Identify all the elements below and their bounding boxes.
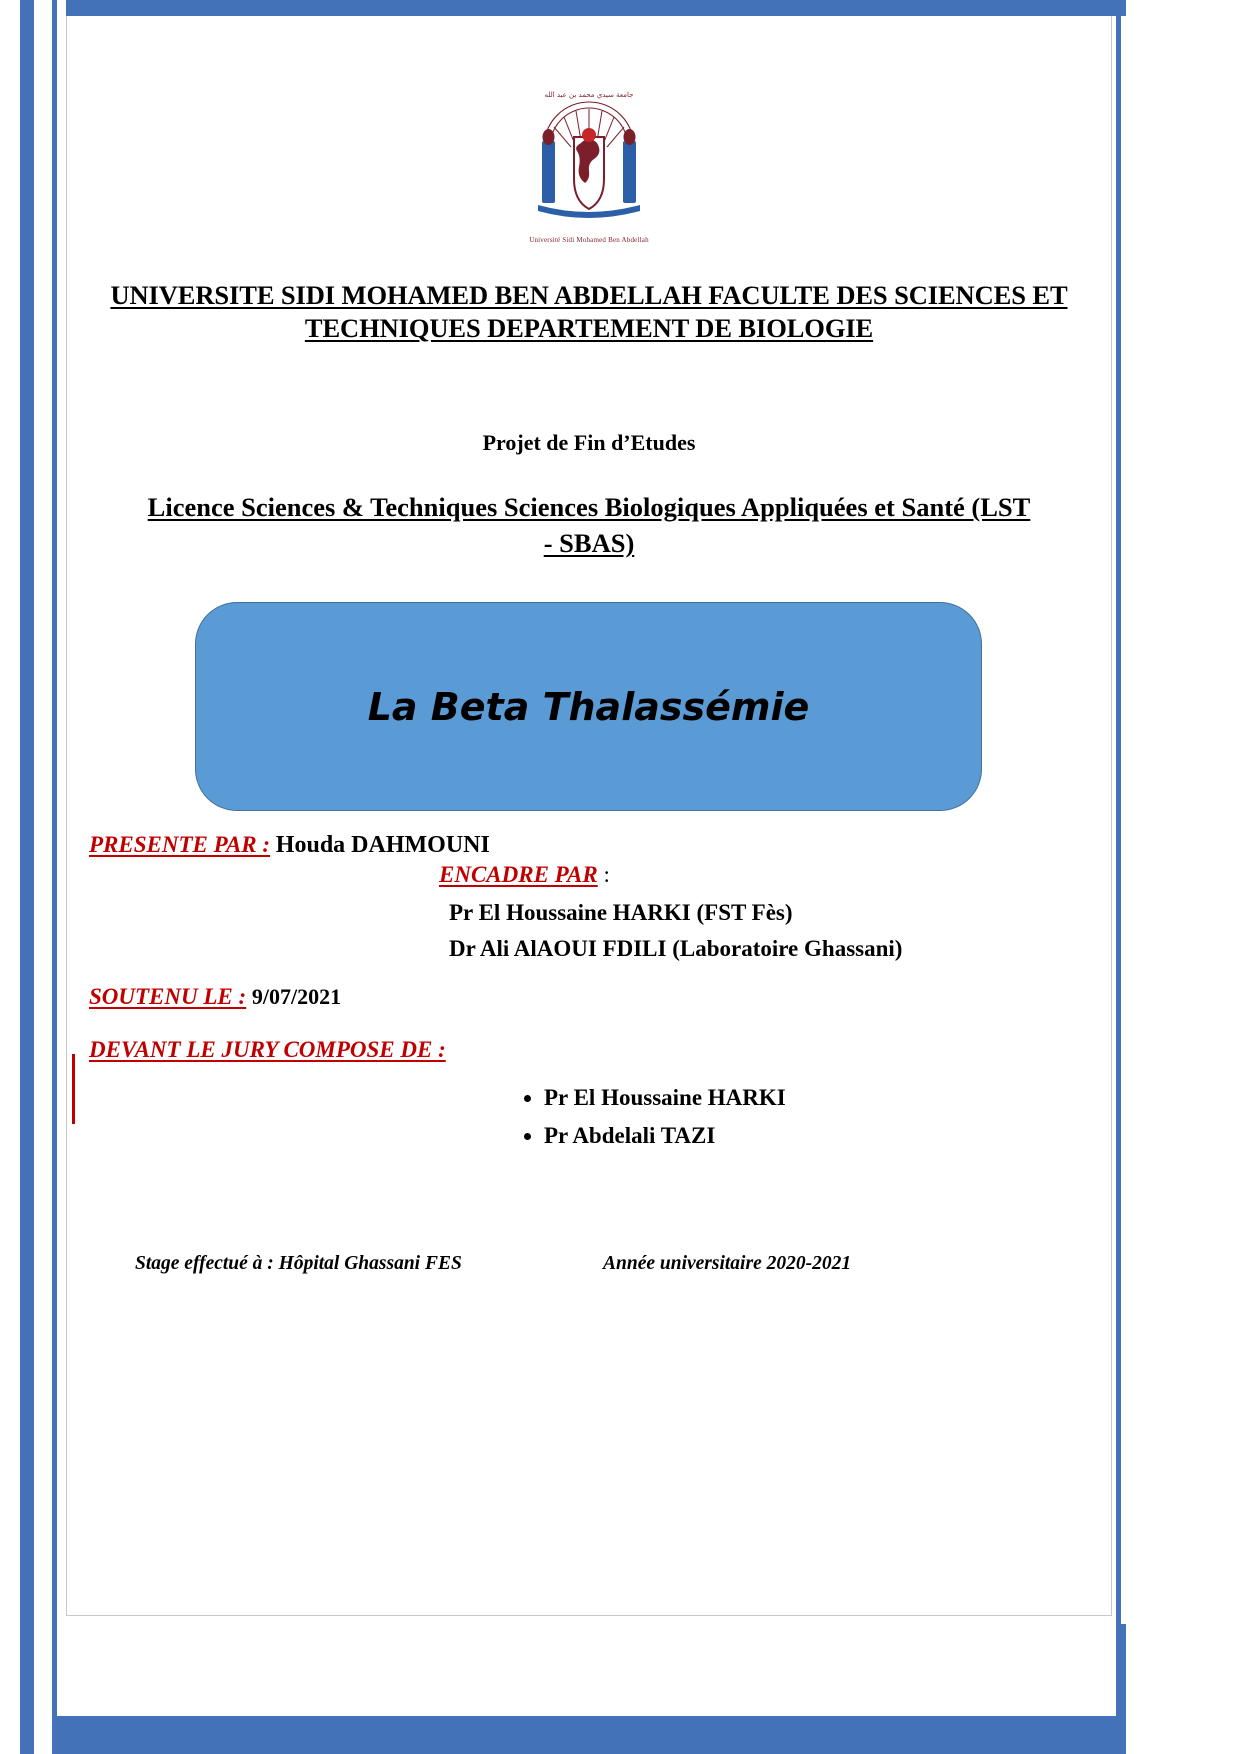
- defense-date-value: 9/07/2021: [251, 984, 342, 1009]
- supervisor-2: Dr Ali AlAOUI FDILI (Laboratoire Ghassani): [449, 936, 903, 961]
- page-border-left-inner: [52, 0, 57, 1754]
- page-border-left-outer: [20, 0, 34, 1754]
- jury-label: DEVANT LE JURY COMPOSE DE :: [89, 1037, 446, 1062]
- logo-caption: Université Sidi Mohamed Ben Abdellah: [529, 236, 649, 244]
- degree-title: [147, 489, 1031, 561]
- university-title-text: UNIVERSITE SIDI MOHAMED BEN ABDELLAH FACULTE DES SCIENCES ET TECHNIQUES DEPARTEMENT DE BIOLOGIE: [110, 280, 1068, 343]
- academic-year: Année universitaire 2020-2021: [603, 1253, 852, 1274]
- logo-container: [67, 85, 1111, 245]
- presented-by-row: [89, 832, 490, 859]
- degree-title-text: Licence Sciences & Techniques Sciences Biologiques Appliquées et Santé (LST - SBAS): [147, 492, 1031, 558]
- supervised-by-row: [439, 862, 610, 888]
- thesis-title: La Beta Thalassémie: [367, 684, 810, 729]
- presented-by-value: Houda DAHMOUNI: [275, 832, 490, 858]
- thesis-title-box: [195, 602, 982, 811]
- document-content: [67, 17, 1111, 1617]
- list-item: • Pr Abdelali TAZI: [544, 1117, 786, 1155]
- internship-location: Stage effectué à : Hôpital Ghassani FES: [135, 1253, 462, 1274]
- university-crest-logo: [524, 85, 654, 245]
- page-border-top: [66, 0, 1112, 16]
- jury-row: [89, 1037, 446, 1063]
- jury-member-list: [522, 1079, 786, 1155]
- page-border-bottom-inset: [57, 1624, 1116, 1716]
- project-type: Projet de Fin d’Etudes: [482, 430, 696, 455]
- jury-accent-bar: [72, 1054, 75, 1124]
- page-border-right-inner: [1116, 0, 1121, 1754]
- supervisor-1: Pr El Houssaine HARKI (FST Fès): [449, 900, 793, 925]
- presented-by-label: PRESENTE PAR :: [89, 832, 271, 857]
- page-border-bottom-gap: [34, 1624, 52, 1754]
- supervised-by-label: ENCADRE PAR: [439, 862, 598, 887]
- svg-text:جامعة سيدي محمد بن عبد الله: جامعة سيدي محمد بن عبد الله: [544, 91, 634, 99]
- page-title: [87, 279, 1091, 345]
- supervised-by-colon: :: [603, 862, 610, 887]
- defense-date-row: [89, 984, 341, 1010]
- list-item: • Pr El Houssaine HARKI: [544, 1079, 786, 1117]
- defense-date-label: SOUTENU LE :: [89, 984, 247, 1009]
